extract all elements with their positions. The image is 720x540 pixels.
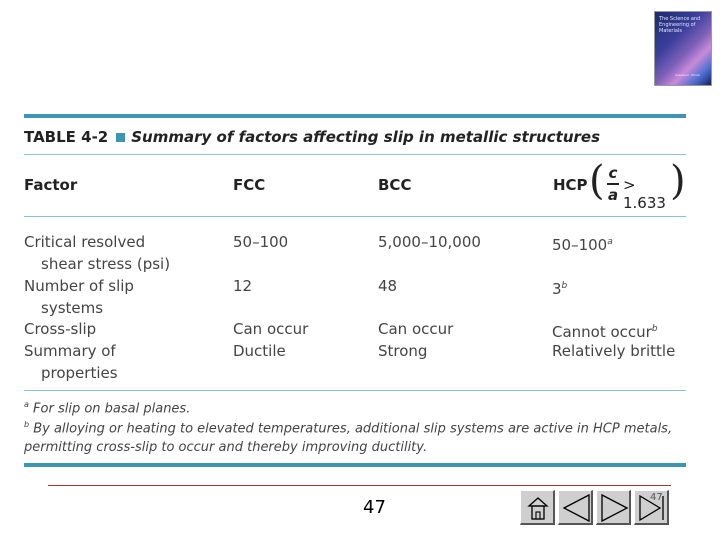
table-caption: Summary of factors affecting slip in metallic structures xyxy=(131,128,601,146)
factor-line: Summary of xyxy=(24,342,116,360)
factor-line: Cross-slip xyxy=(24,320,97,338)
footnote-mark: a xyxy=(607,237,613,247)
table-row-factor xyxy=(24,231,170,275)
body-divider xyxy=(24,390,686,391)
left-paren: ( xyxy=(589,158,605,204)
right-paren: ) xyxy=(670,158,686,204)
header-factor: Factor xyxy=(24,176,78,194)
cell-hcp-value: Cannot occur xyxy=(552,323,652,341)
table-top-rule xyxy=(24,114,686,118)
cell-fcc: 12 xyxy=(233,277,253,295)
cell-hcp-value: 3 xyxy=(552,280,562,298)
factor-line: shear stress (psi) xyxy=(41,255,171,273)
header-hcp-ratio xyxy=(607,164,619,204)
home-button[interactable] xyxy=(520,490,555,525)
footnote-a xyxy=(24,400,190,416)
table-title xyxy=(24,128,600,146)
factor-line: Critical resolved xyxy=(24,233,146,251)
header-divider xyxy=(24,216,686,217)
factor-line: properties xyxy=(41,364,118,382)
footnote-mark: b xyxy=(24,420,30,429)
table-label: TABLE 4-2 xyxy=(24,128,109,146)
ratio-numerator: c xyxy=(608,164,618,182)
table-row-factor xyxy=(24,340,118,384)
page-number: 47 xyxy=(363,497,386,518)
cell-bcc: Strong xyxy=(378,342,428,360)
next-slide-button[interactable] xyxy=(596,490,631,525)
cell-hcp xyxy=(552,275,567,300)
cell-fcc: 50–100 xyxy=(233,233,289,251)
cell-fcc: Can occur xyxy=(233,320,309,338)
book-cover-image xyxy=(654,11,712,86)
cell-hcp: Relatively brittle xyxy=(552,342,676,360)
factor-line: Number of slip xyxy=(24,277,134,295)
factor-line: systems xyxy=(41,299,104,317)
cell-bcc: Can occur xyxy=(378,320,454,338)
previous-icon xyxy=(559,491,594,526)
table-row-factor xyxy=(24,318,96,340)
table-row-factor xyxy=(24,275,134,319)
square-bullet-icon xyxy=(116,133,125,142)
footnote-mark: b xyxy=(651,324,658,334)
home-icon xyxy=(521,491,556,526)
header-hcp-condition: > 1.633 xyxy=(623,176,666,212)
table-bottom-rule xyxy=(24,463,686,467)
ratio-denominator: a xyxy=(607,186,619,204)
previous-slide-button[interactable] xyxy=(558,490,593,525)
next-icon xyxy=(597,491,632,526)
footnote-b xyxy=(24,420,672,436)
cover-authors: Askeland · Phulé xyxy=(675,73,700,77)
title-divider xyxy=(24,154,686,155)
header-fcc: FCC xyxy=(233,176,266,194)
footnote-text: For slip on basal planes. xyxy=(33,401,191,417)
slide-number-small: 47 xyxy=(650,492,663,503)
header-bcc: BCC xyxy=(378,176,412,194)
footnote-mark: a xyxy=(24,400,29,409)
cell-bcc: 5,000–10,000 xyxy=(378,233,481,251)
cell-fcc: Ductile xyxy=(233,342,286,360)
cell-hcp-value: 50–100 xyxy=(552,236,608,254)
footnote-mark: b xyxy=(561,281,568,291)
header-hcp-label: HCP xyxy=(553,176,588,194)
cell-hcp xyxy=(552,231,613,256)
cover-title: The Science and Engineering of Materials xyxy=(659,16,701,34)
footnote-text: By alloying or heating to elevated temperatures, additional slip systems are active in HCP metals, xyxy=(33,421,673,437)
footnote-b-cont: permitting cross-slip to occur and thereby improving ductility. xyxy=(24,440,428,455)
fraction-bar xyxy=(607,183,619,185)
footer-divider xyxy=(48,485,671,486)
cell-bcc: 48 xyxy=(378,277,398,295)
